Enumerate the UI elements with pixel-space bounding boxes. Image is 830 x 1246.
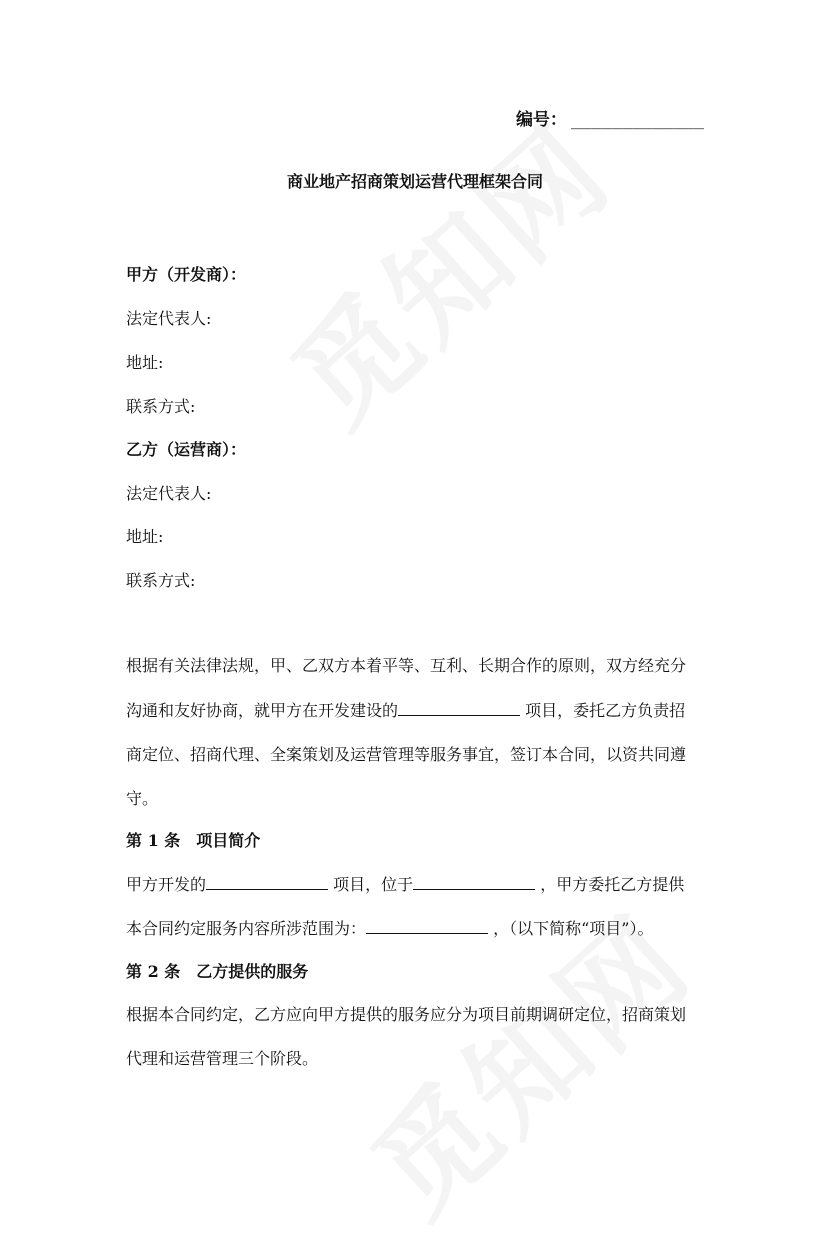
- number-blank: _____________: [570, 110, 704, 130]
- contract-number: [516, 105, 704, 130]
- party-b-rep: 法定代表人:: [126, 484, 212, 503]
- project-name-blank[interactable]: [398, 699, 520, 716]
- article-1-line-1-b: 项目，位于: [333, 875, 414, 894]
- scope-blank[interactable]: [366, 917, 488, 934]
- location-blank[interactable]: [413, 873, 535, 890]
- party-b-contact: 联系方式:: [126, 571, 196, 590]
- article-1-line-2: [126, 916, 653, 939]
- watermark: [250, 81, 640, 456]
- party-b-heading: 乙方（运营商）：: [126, 440, 247, 459]
- project-blank[interactable]: [206, 873, 328, 890]
- intro-line-2: [126, 698, 685, 721]
- intro-line-4: 守。: [126, 789, 159, 808]
- party-b-address: 地址:: [126, 527, 164, 546]
- article-1-line-2-a: 本合同约定服务内容所涉范围为：: [126, 919, 367, 938]
- party-a-rep: 法定代表人:: [126, 309, 212, 328]
- party-a-address: 地址:: [126, 353, 164, 372]
- article-2-heading: 第 2 条 乙方提供的服务: [126, 962, 309, 981]
- number-label: 编号：: [515, 110, 567, 130]
- article-1-line-1: [126, 872, 684, 895]
- intro-line-1: 根据有关法律法规，甲、乙双方本着平等、互利、长期合作的原则，双方经充分: [126, 656, 687, 675]
- article-2-line-2: 代理和运营管理三个阶段。: [126, 1049, 319, 1068]
- intro-line-3: 商定位、招商代理、全案策划及运营管理等服务事宜，签订本合同，以资共同遵: [126, 745, 687, 764]
- article-1-line-2-b: ，（以下简称“项目”）。: [493, 919, 654, 938]
- document-title: 商业地产招商策划运营代理框架合同: [286, 172, 543, 191]
- intro-line-2-end: 项目，委托乙方负责招: [525, 701, 686, 720]
- article-1-line-1-a: 甲方开发的: [126, 875, 207, 894]
- article-2-line-1: 根据本合同约定，乙方应向甲方提供的服务应分为项目前期调研定位，招商策划: [126, 1005, 687, 1024]
- intro-line-2-start: 沟通和友好协商，就甲方在开发建设的: [126, 701, 399, 720]
- party-a-contact: 联系方式:: [126, 397, 196, 416]
- party-a-heading: 甲方（开发商）：: [126, 265, 247, 284]
- article-1-heading: 第 1 条 项目简介: [126, 831, 261, 850]
- article-1-line-1-c: ，甲方委托乙方提供: [540, 875, 685, 894]
